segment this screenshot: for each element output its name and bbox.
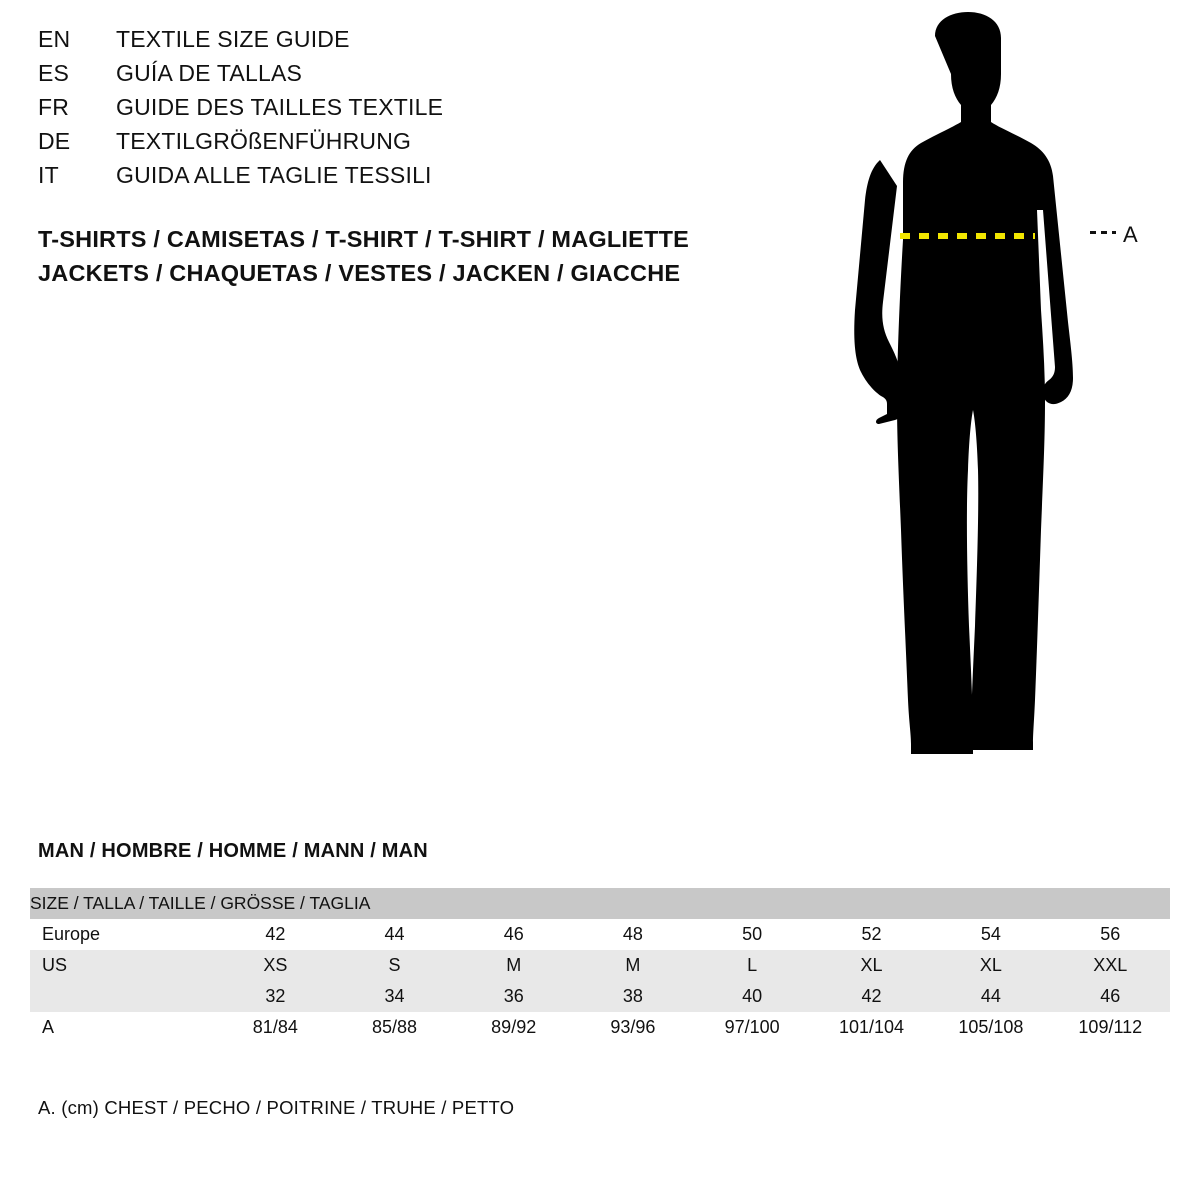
cell-a-4: 97/100	[724, 1017, 780, 1037]
cell-europe-5: 52	[861, 924, 882, 944]
cell-us-2: M	[506, 955, 522, 975]
row-label-a: A	[42, 1017, 55, 1037]
language-code-it: IT	[38, 162, 59, 188]
cell-a-3: 93/96	[610, 1017, 656, 1037]
cell-a-2: 89/92	[491, 1017, 537, 1037]
silhouette-shape	[897, 12, 1073, 754]
language-row-fr	[38, 94, 738, 128]
language-text-fr: GUIDE DES TAILLES TEXTILE	[116, 94, 444, 120]
cell-a-7: 109/112	[1078, 1017, 1143, 1037]
cell-numeric-7: 46	[1100, 986, 1121, 1006]
cell-europe-7: 56	[1100, 924, 1121, 944]
cell-a-1: 85/88	[371, 1017, 418, 1037]
cell-numeric-1: 34	[384, 986, 405, 1006]
cell-numeric-4: 40	[742, 986, 763, 1006]
table-row	[30, 1012, 1170, 1043]
measure-label-a: A	[1123, 222, 1138, 247]
size-table	[30, 888, 1170, 1043]
cell-europe-6: 54	[980, 924, 1001, 944]
row-label-numeric	[30, 981, 216, 1012]
cell-europe-1: 44	[384, 924, 405, 944]
cell-europe-4: 50	[742, 924, 763, 944]
cell-europe-0: 42	[265, 924, 286, 944]
cell-numeric-3: 38	[622, 986, 643, 1006]
body-silhouette-figure	[820, 10, 1190, 800]
cell-numeric-5: 42	[861, 986, 882, 1006]
table-header-label: SIZE / TALLA / TAILLE / GRÖSSE / TAGLIA	[30, 893, 371, 913]
cell-a-6: 105/108	[958, 1017, 1024, 1037]
language-row-es	[38, 60, 738, 94]
language-list	[38, 26, 738, 196]
cell-us-5: XL	[860, 955, 883, 975]
cell-a-5: 101/104	[838, 1017, 905, 1037]
language-code-fr: FR	[38, 94, 70, 120]
cell-europe-2: 46	[503, 924, 524, 944]
cell-numeric-2: 36	[503, 986, 524, 1006]
category-jackets: JACKETS / CHAQUETAS / VESTES / JACKEN / GIACCHE	[38, 260, 681, 286]
row-label-us: US	[42, 955, 68, 975]
table-footnote: A. (cm) CHEST / PECHO / POITRINE / TRUHE / PETTO	[38, 1097, 515, 1118]
cell-numeric-0: 32	[265, 986, 286, 1006]
table-header-row	[30, 888, 1170, 919]
cell-us-6: XL	[979, 955, 1002, 975]
table-row	[30, 981, 1170, 1012]
language-row-en	[38, 26, 738, 60]
language-text-en: TEXTILE SIZE GUIDE	[116, 26, 350, 52]
table-group-title: MAN / HOMBRE / HOMME / MANN / MAN	[38, 840, 428, 862]
arm-shape	[854, 160, 901, 424]
garment-categories	[38, 222, 798, 290]
cell-us-1: S	[388, 955, 401, 975]
language-row-it	[38, 162, 738, 196]
cell-numeric-6: 44	[980, 986, 1001, 1006]
cell-a-0: 81/84	[252, 1017, 298, 1037]
measure-leader-line	[1090, 231, 1116, 234]
language-text-de: TEXTILGRÖßENFÜHRUNG	[116, 128, 412, 154]
row-label-europe: Europe	[42, 924, 101, 944]
table-row	[30, 919, 1170, 950]
cell-europe-3: 48	[622, 924, 643, 944]
language-row-de	[38, 128, 738, 162]
language-code-de: DE	[38, 128, 71, 154]
language-code-es: ES	[38, 60, 70, 86]
category-tshirts: T-SHIRTS / CAMISETAS / T-SHIRT / T-SHIRT / MAGLIETTE	[38, 226, 689, 252]
cell-us-0: XS	[263, 955, 288, 975]
language-text-it: GUIDA ALLE TAGLIE TESSILI	[116, 162, 432, 188]
cell-us-3: M	[625, 955, 641, 975]
language-code-en: EN	[38, 26, 71, 52]
language-text-es: GUÍA DE TALLAS	[116, 60, 303, 86]
table-row	[30, 950, 1170, 981]
cell-us-7: XXL	[1093, 955, 1128, 975]
cell-us-4: L	[747, 955, 758, 975]
